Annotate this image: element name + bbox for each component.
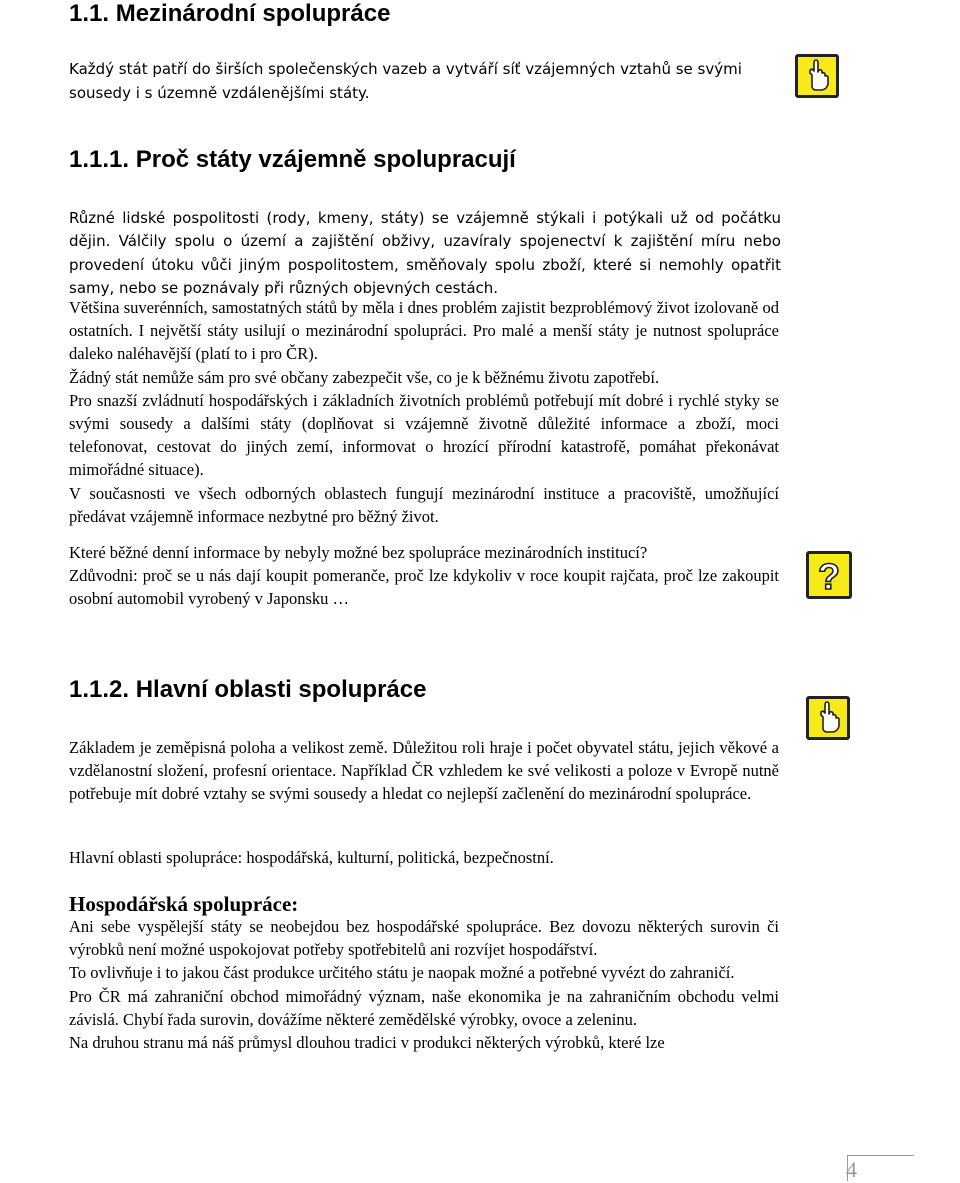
economic-cooperation-heading: Hospodářská spolupráce:	[69, 892, 299, 916]
question-2: Zdůvodni: proč se u nás dají koupit pomeranče, proč lze kdykoliv v roce koupit rajčata, proč lze zakoupit osobní automobil vyrobený v Japonsku …	[69, 566, 779, 609]
pointing-hand-icon	[806, 696, 850, 740]
svg-text:?: ?	[818, 556, 840, 596]
intro-paragraph	[69, 57, 779, 105]
paragraph: Základem je zeměpisná poloha a velikost země. Důležitou roli hraje i počet obyvatel státu, jejich věkové a vzdělanostní složení, profesní orientace. Například ČR vzhledem ke své velikosti a poloze v Evropě nutně potřebuje mít dobré vztahy se svými sousedy a hledat co nejlepší začlenění do mezinárodní spolupráce.	[69, 738, 779, 804]
section-heading-1-1: 1.1. Mezinárodní spolupráce	[69, 0, 391, 27]
paragraph: Na druhou stranu má náš průmysl dlouhou tradici v produkci některých výrobků, které lze	[69, 1033, 665, 1053]
paragraph: Hlavní oblasti spolupráce: hospodářská, kulturní, politická, bezpečnostní.	[69, 848, 554, 867]
paragraph: Žádný stát nemůže sám pro své občany zabezpečit vše, co je k běžnému životu zapotřebí.	[69, 367, 660, 387]
economic-cooperation-body	[69, 915, 779, 1054]
page-number: 4	[846, 1157, 857, 1182]
section-heading-1-1-1: 1.1.1. Proč státy vzájemně spolupracují	[69, 146, 516, 173]
section-heading-1-1-2: 1.1.2. Hlavní oblasti spolupráce	[69, 676, 427, 703]
paragraph: Pro snazší zvládnutí hospodářských i základních životních problémů potřebují mít dobré i rychlé styky se svými sousedy a dalšími státy (doplňovat si vzájemně životně důležité informace a zboží, moci telefonovat, cestovat do jiných zemí, informovat o hrozící přírodní katastrofě, pomáhat překonávat mimořádné situace).	[69, 390, 779, 480]
section-1-1-1-body	[69, 207, 781, 300]
section-1-1-1-body-serif	[69, 296, 779, 528]
areas-line	[69, 846, 779, 869]
question-block	[69, 541, 779, 611]
paragraph: Pro ČR má zahraniční obchod mimořádný význam, naše ekonomika je na zahraničním obchodu velmi závislá. Chybí řada surovin, dovážíme některé zemědělské výrobky, ovoce a zeleninu.	[69, 986, 779, 1029]
paragraph: Většina suverénních, samostatných států by měla i dnes problém zajistit bezproblémový život izolovaně od ostatních. I největší státy usilují o mezinárodní spolupráci. Pro malé a menší státy je nutnost spolupráce daleko naléhavější (platí to i pro ČR).	[69, 298, 779, 364]
question-1: Které běžné denní informace by nebyly možné bez spolupráce mezinárodních institucí?	[69, 543, 648, 562]
intro-line-2: sousedy i s územně vzdálenějšími státy.	[69, 84, 370, 102]
section-1-1-2-body	[69, 736, 779, 806]
question-mark-icon	[806, 551, 852, 599]
paragraph: V současnosti ve všech odborných oblastech fungují mezinárodní instituce a pracoviště, umožňující předávat vzájemně informace nezbytné pro běžný život.	[69, 483, 779, 526]
page-number-frame	[847, 1155, 914, 1181]
paragraph: Ani sebe vyspělejší státy se neobejdou bez hospodářské spolupráce. Bez dovozu některých surovin či výrobků není možné uspokojovat potřeby spotřebitelů ani rozvíjet hospodářství.	[69, 917, 779, 960]
paragraph: Různé lidské pospolitosti (rody, kmeny, státy) se vzájemně stýkali i potýkali už od počátku dějin. Válčily spolu o území a zajištění obživy, uzavíraly spojenectví k zajištění míru nebo provedení útoku vůči jiným pospolitostem, směňovaly spolu zboží, které si nemohly opatřit samy, nebo se poznávaly při různých objevných cestách.	[69, 209, 781, 297]
pointing-hand-icon	[795, 54, 839, 98]
paragraph: To ovlivňuje i to jakou část produkce určitého státu je naopak možné a potřebné vyvézt do zahraničí.	[69, 963, 735, 983]
intro-line-1: Každý stát patří do širších společenských vazeb a vytváří síť vzájemných vztahů se svými	[69, 60, 742, 78]
